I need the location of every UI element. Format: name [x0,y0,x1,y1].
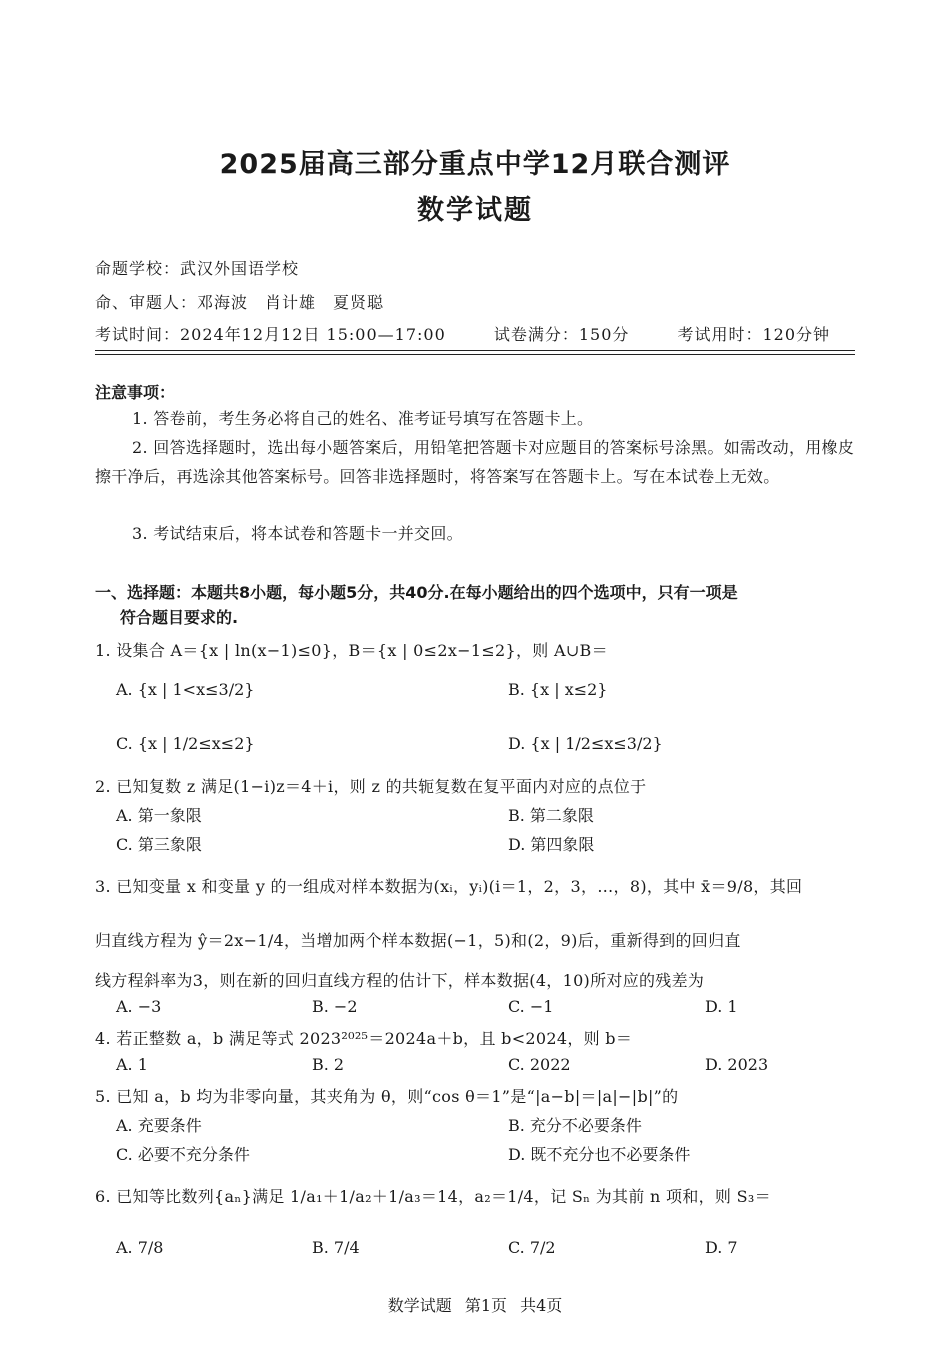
question-4-option-b: B. 2 [312,1055,345,1074]
meta-score: 试卷满分：150分 [493,325,630,344]
question-4-option-d: D. 2023 [705,1055,769,1074]
question-5-stem: 5. 已知 a，b 均为非零向量，其夹角为 θ，则“cos θ＝1”是“|a−b|＝|a|−|b|”的 [95,1087,679,1106]
header-divider-top [95,350,855,351]
meta-duration: 考试用时：120分钟 [677,325,831,344]
footer-name: 数学试题 [387,1296,452,1315]
question-2-option-b: B. 第二象限 [508,806,594,825]
question-5-option-c: C. 必要不充分条件 [116,1145,250,1164]
question-1-option-b: B. {x | x≤2} [508,680,608,699]
question-3-option-d: D. 1 [705,997,738,1016]
question-2-stem: 2. 已知复数 z 满足(1−i)z＝4＋i，则 z 的共轭复数在复平面内对应的点位于 [95,777,647,796]
question-4-option-a: A. 1 [116,1055,148,1074]
question-3-option-c: C. −1 [508,997,554,1016]
footer-page: 第1页 [464,1296,507,1315]
footer-total: 共4页 [520,1296,563,1315]
question-5-option-b: B. 充分不必要条件 [508,1116,642,1135]
question-3-option-a: A. −3 [116,997,162,1016]
question-3-option-b: B. −2 [312,997,358,1016]
question-6-option-b: B. 7/4 [312,1238,360,1257]
notice-item-2: 2. 回答选择题时，选出每小题答案后，用铅笔把答题卡对应题目的答案标号涂黑。如需改动，用橡皮擦干净后，再选涂其他答案标号。回答非选择题时，将答案写在答题卡上。写在本试卷上无效。 [95,438,855,486]
meta-exam-info [95,322,830,345]
question-6-option-d: D. 7 [705,1238,738,1257]
question-6-stem: 6. 已知等比数列{aₙ}满足 1/a₁＋1/a₂＋1/a₃＝14，a₂＝1/4，记 Sₙ 为其前 n 项和，则 S₃＝ [95,1187,771,1206]
exam-subtitle: 数学试题 [417,195,533,226]
question-6-option-a: A. 7/8 [116,1238,164,1257]
question-3-stem-line3: 线方程斜率为3，则在新的回归直线方程的估计下，样本数据(4，10)所对应的残差为 [95,971,705,990]
notice-heading: 注意事项： [95,383,176,402]
section-heading-line1: 一、选择题：本题共8小题，每小题5分，共40分.在每小题给出的四个选项中，只有一项是 [95,583,738,602]
question-4-option-c: C. 2022 [508,1055,571,1074]
question-1-option-a: A. {x | 1<x≤3/2} [116,680,255,699]
notice-item-3: 3. 考试结束后，将本试卷和答题卡一并交回。 [132,524,463,543]
exam-title: 2025届高三部分重点中学12月联合测评 [219,149,731,180]
question-3-stem-line2: 归直线方程为 ŷ＝2x−1/4，当增加两个样本数据(−1，5)和(2，9)后，重新得到的回归直 [95,931,741,950]
question-4-stem: 4. 若正整数 a，b 满足等式 2023²⁰²⁵＝2024a＋b，且 b<2024，则 b＝ [95,1029,633,1048]
question-5-option-d: D. 既不充分也不必要条件 [508,1145,691,1164]
question-5-option-a: A. 充要条件 [116,1116,202,1135]
question-1-option-d: D. {x | 1/2≤x≤3/2} [508,734,663,753]
question-2-option-a: A. 第一象限 [116,806,202,825]
section-heading [95,580,860,630]
question-6-option-c: C. 7/2 [508,1238,556,1257]
question-1-option-c: C. {x | 1/2≤x≤2} [116,734,255,753]
page-footer [0,1293,950,1316]
question-2-option-d: D. 第四象限 [508,835,595,854]
meta-time: 考试时间：2024年12月12日 15:00—17:00 [95,325,446,344]
header-divider-bottom [95,354,855,355]
meta-authors: 命、审题人：邓海波 肖计雄 夏贤聪 [95,293,385,312]
question-1-stem: 1. 设集合 A＝{x | ln(x−1)≤0}，B＝{x | 0≤2x−1≤2}，则 A∪B＝ [95,641,608,660]
notice-item-1: 1. 答卷前，考生务必将自己的姓名、准考证号填写在答题卡上。 [132,409,594,428]
question-3-stem: 3. 已知变量 x 和变量 y 的一组成对样本数据为(xᵢ，yᵢ)(i＝1，2，3，…，8)，其中 x̄＝9/8，其回 [95,877,803,896]
meta-school: 命题学校：武汉外国语学校 [95,259,300,278]
question-2-option-c: C. 第三象限 [116,835,202,854]
section-heading-line2: 符合题目要求的. [120,608,239,627]
